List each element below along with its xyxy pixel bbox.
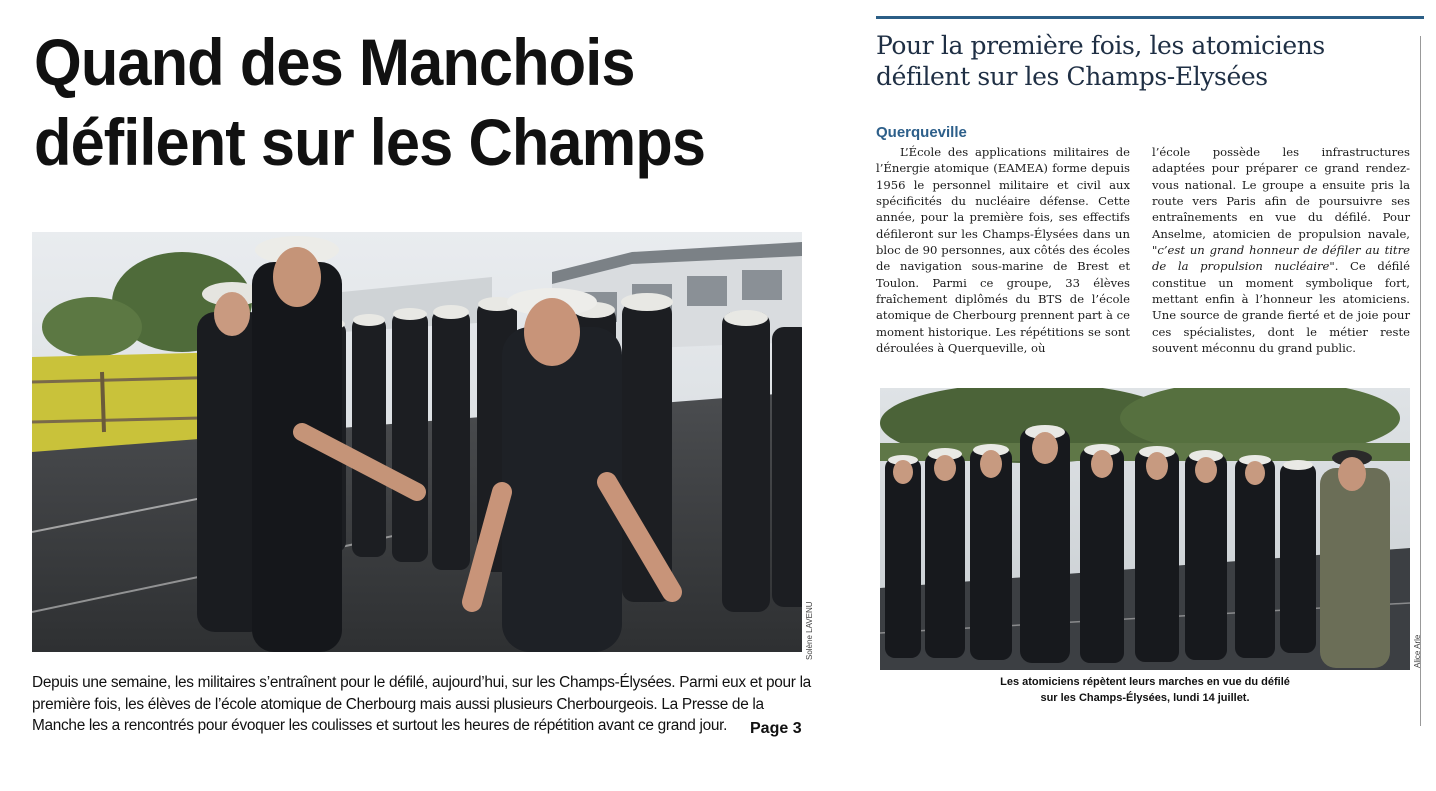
secondary-photo-illustration <box>880 388 1410 670</box>
article-column-2 <box>1152 144 1410 356</box>
column-2-quote: "c’est un grand honneur de défiler au titre de la propulsion nucléaire" <box>1152 243 1410 274</box>
secondary-photo <box>880 388 1410 670</box>
right-headline-line1: Pour la première fois, les atomiciens <box>876 31 1325 60</box>
main-photo-credit: Solène LAVENU <box>805 601 814 660</box>
right-headline <box>876 30 1416 92</box>
top-rule <box>876 16 1424 19</box>
column-2-text-after: . Ce défilé constitue un moment symbolique fort, mettant enfin à l’honneur les atomiciens. Une source de grande fierté et de joie pour ces spécialistes, dont le métier reste souvent méconnu du grand public. <box>1152 259 1410 356</box>
dateline: Querqueville <box>876 124 967 141</box>
left-headline-line2: défilent sur les Champs <box>34 105 706 179</box>
left-headline <box>34 22 778 182</box>
caption-line1: Les atomiciens répètent leurs marches en vue du défilé <box>1000 676 1290 688</box>
secondary-photo-credit: Alice Arle <box>1413 634 1422 668</box>
page-reference[interactable]: Page 3 <box>750 720 802 737</box>
lead-text: Depuis une semaine, les militaires s’entraînent pour le défilé, aujourd’hui, sur les Champs-Élysées. Parmi eux et pour la première fois, les élèves de l’école atomique de Cherbourg mais aussi plusieurs Cherbourgeois. La Presse de la Manche les a rencontrés pour évoquer les coulisses et surtout les heures de répétition avant ce grand jour. <box>32 674 811 734</box>
side-rule <box>1420 36 1421 726</box>
column-2-text-before: l’école possède les infrastructures adaptées pour préparer ce grand rendez-vous national. Le groupe a ensuite pris la route vers Paris afin de poursuivre ses entraînements en vue du défilé. Pour Anselme, atomicien de propulsion navale, <box>1152 145 1410 241</box>
caption-line2: sur les Champs-Élysées, lundi 14 juillet. <box>1040 692 1250 704</box>
main-photo-illustration <box>32 232 802 652</box>
article-column-1: L’École des applications militaires de l’Énergie atomique (EAMEA) forme depuis 1956 le personnel militaire et civil aux spécificités du nucléaire défense. Cette année, pour la première fois, ses effectifs défileront sur les Champs-Élysées dans un bloc de 90 personnes, aux côtés des écoles de navigation sous-marine de Brest et Toulon. Parmi ce groupe, 33 élèves fraîchement diplômés du BTS de l’école atomique de Cherbourg prennent part à ce moment historique. Les répétitions se sont déroulées à Querqueville, où <box>876 145 1130 356</box>
right-headline-line2: défilent sur les Champs-Elysées <box>876 62 1268 91</box>
left-headline-line1: Quand des Manchois <box>34 25 635 99</box>
main-photo <box>32 232 802 652</box>
secondary-photo-caption <box>960 674 1330 706</box>
